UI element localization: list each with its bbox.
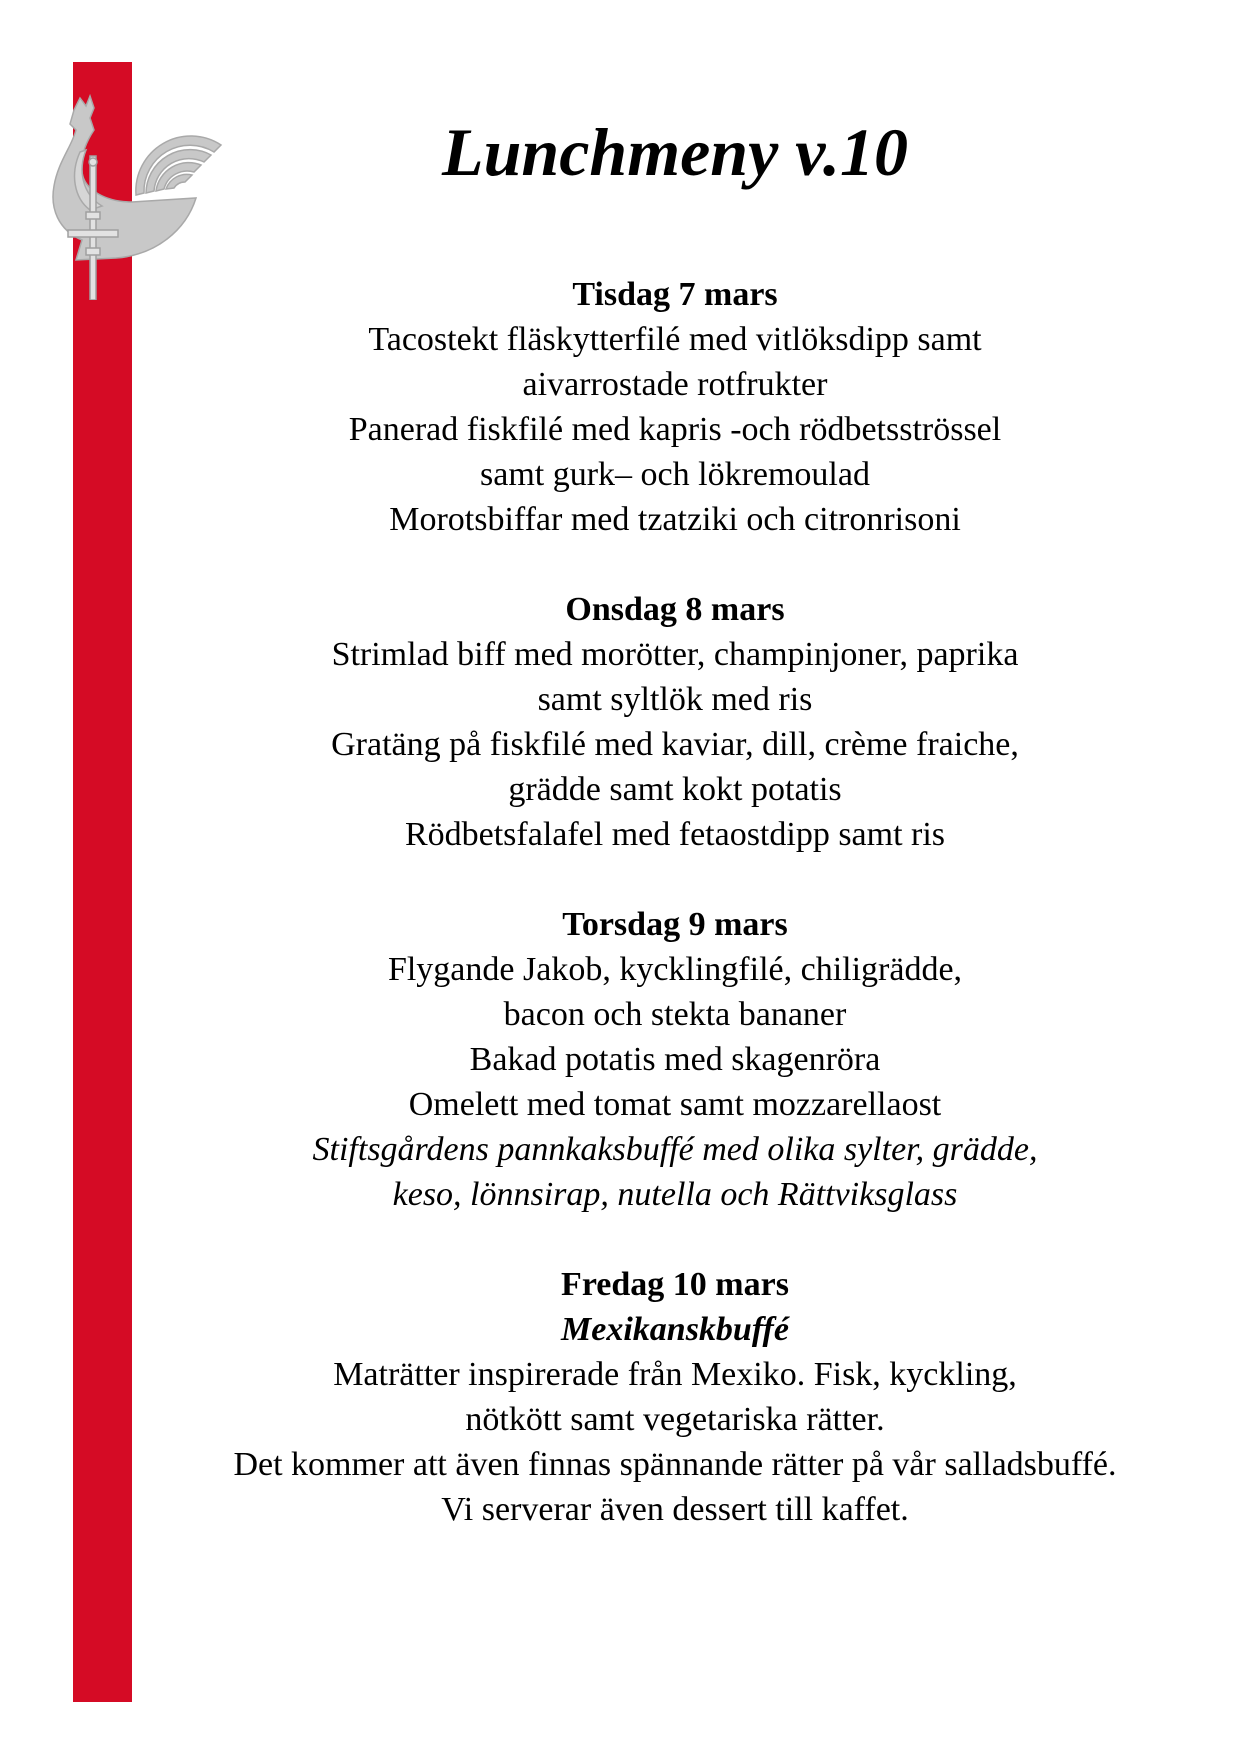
menu-line: Strimlad biff med morötter, champinjoner, paprika bbox=[331, 636, 1019, 673]
menu-line: samt gurk– och lökremoulad bbox=[480, 456, 870, 493]
day-heading: Onsdag 8 mars bbox=[565, 591, 785, 628]
menu-line: Rödbetsfalafel med fetaostdipp samt ris bbox=[404, 816, 946, 853]
day-heading: Tisdag 7 mars bbox=[572, 276, 778, 313]
menu-list bbox=[170, 272, 1180, 1532]
menu-line: Gratäng på fiskfilé med kaviar, dill, crème fraiche, bbox=[331, 726, 1019, 763]
day-heading: Torsdag 9 mars bbox=[562, 906, 788, 943]
menu-line: grädde samt kokt potatis bbox=[508, 771, 842, 808]
day-friday bbox=[170, 1262, 1180, 1532]
day-wednesday bbox=[170, 587, 1180, 857]
day-heading: Fredag 10 mars bbox=[561, 1266, 789, 1303]
red-side-bar bbox=[73, 62, 132, 1702]
menu-line: bacon och stekta bananer bbox=[503, 996, 847, 1033]
menu-line-italic: Stiftsgårdens pannkaksbuffé med olika sylter, grädde, bbox=[312, 1131, 1038, 1168]
menu-line: Panerad fiskfilé med kapris -och rödbetsströssel bbox=[348, 411, 1002, 448]
menu-line-italic: keso, lönnsirap, nutella och Rättviksglass bbox=[392, 1176, 958, 1213]
menu-line: Bakad potatis med skagenröra bbox=[469, 1041, 881, 1078]
menu-line: Morotsbiffar med tzatziki och citronrisoni bbox=[389, 501, 961, 538]
menu-line: Maträtter inspirerade från Mexiko. Fisk, kyckling, bbox=[333, 1356, 1017, 1393]
menu-line: Omelett med tomat samt mozzarellaost bbox=[408, 1086, 942, 1123]
menu-line: Tacostekt fläskytterfilé med vitlöksdipp samt bbox=[368, 321, 982, 358]
menu-line: Det kommer att även finnas spännande rätter på vår salladsbuffé. bbox=[233, 1446, 1117, 1483]
menu-line: aivarrostade rotfrukter bbox=[522, 366, 828, 403]
day-subheading: Mexikanskbuffé bbox=[561, 1311, 789, 1348]
menu-line: nötkött samt vegetariska rätter. bbox=[465, 1401, 885, 1438]
page-title: Lunchmeny v.10 bbox=[442, 114, 908, 190]
menu-line: Flygande Jakob, kycklingfilé, chiligrädde, bbox=[387, 951, 963, 988]
day-thursday bbox=[170, 902, 1180, 1217]
menu-line: Vi serverar även dessert till kaffet. bbox=[441, 1491, 909, 1528]
day-tuesday bbox=[170, 272, 1180, 542]
menu-line: samt syltlök med ris bbox=[537, 681, 813, 718]
